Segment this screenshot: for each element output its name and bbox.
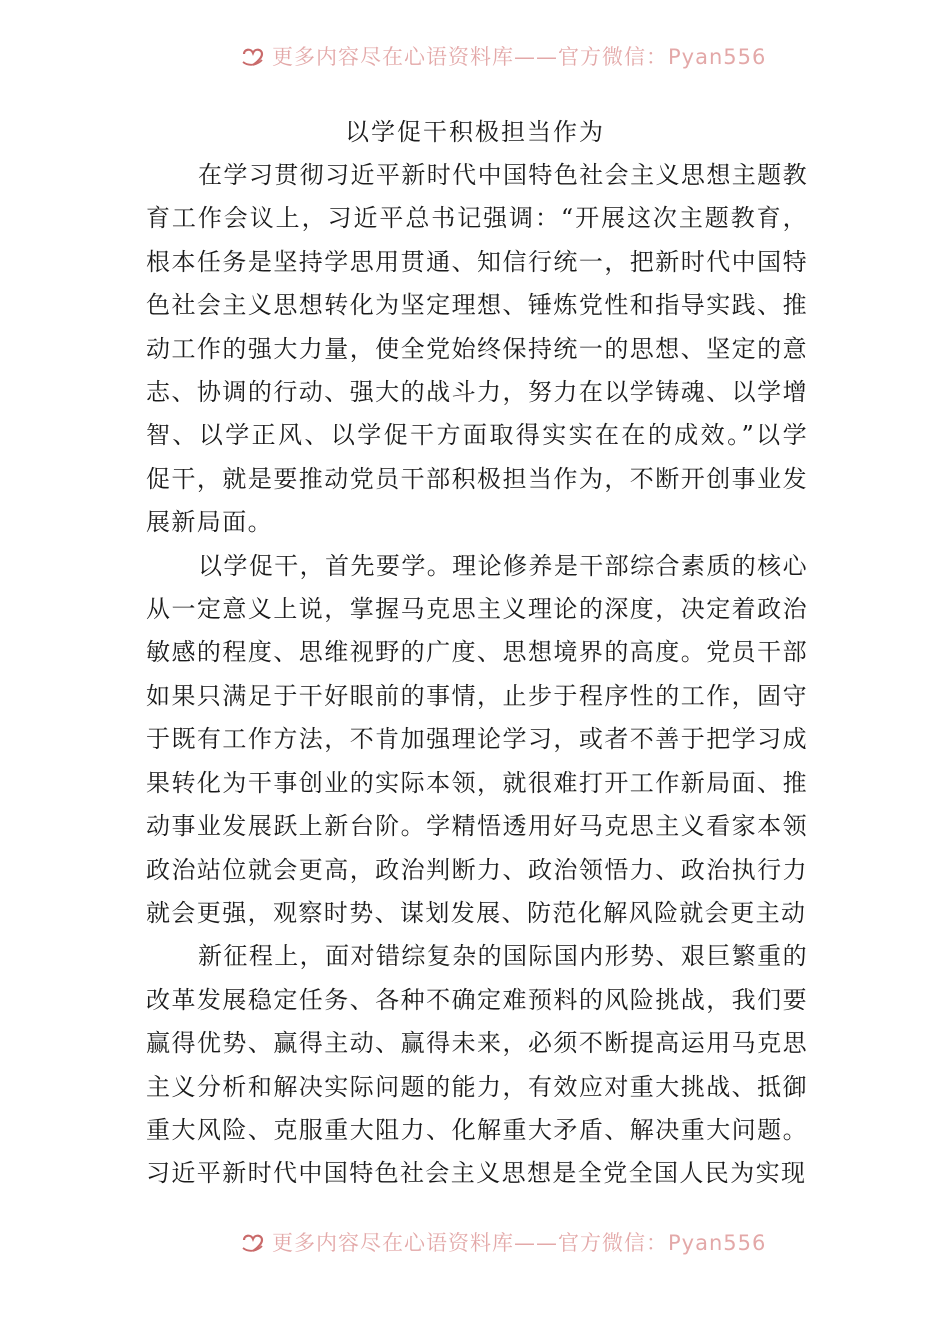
header-watermark [0,38,950,78]
page-title: 以学促干积极担当作为 [345,118,605,146]
paragraph-3: 新征程上，面对错综复杂的国际国内形势、艰巨繁重的改革发展稳定任务、各种不确定难预料的风险挑战，我们要赢得优势、赢得主动、赢得未来，必须不断提高运用马克思主义分析和解决实际问题的能力，有效应对重大挑战、抵御重大风险、克服重大阻力、化解重大矛盾、解决重大问题。习近平新时代中国特色社会主义思想是全党全国人民为实现 [146,942,808,1188]
paragraph-1: 在学习贯彻习近平新时代中国特色社会主义思想主题教育工作会议上，习近平总书记强调：“开展这次主题教育，根本任务是坚持学思用贯通、知信行统一，把新时代中国特色社会主义思想转化为坚定理想、锤炼党性和指导实践、推动工作的强大力量，使全党始终保持统一的思想、坚定的意志、协调的行动、强大的战斗力，努力在以学铸魂、以学增智、以学正风、以学促干方面取得实实在在的成效。”以学促干，就是要推动党员干部积极担当作为，不断开创事业发展新局面。 [146,161,808,537]
document-body [146,154,808,1196]
footer-watermark [0,1224,950,1264]
watermark-text: 更多内容尽在心语资料库——官方微信：Pyan556 [272,45,767,69]
watermark-group [240,46,766,68]
watermark-text: 更多内容尽在心语资料库——官方微信：Pyan556 [272,1231,767,1255]
heart-swirl-logo-icon [240,1232,266,1254]
heart-swirl-logo-icon [240,46,266,68]
paragraph-2: 以学促干，首先要学。理论修养是干部综合素质的核心从一定意义上说，掌握马克思主义理论的深度，决定着政治敏感的程度、思维视野的广度、思想境界的高度。党员干部如果只满足于干好眼前的事情，止步于程序性的工作，固守于既有工作方法，不肯加强理论学习，或者不善于把学习成果转化为干事创业的实际本领，就很难打开工作新局面、推动事业发展跃上新台阶。学精悟透用好马克思主义看家本领政治站位就会更高，政治判断力、政治领悟力、政治执行力就会更强，观察时势、谋划发展、防范化解风险就会更主动 [146,551,808,927]
watermark-group [240,1232,766,1254]
